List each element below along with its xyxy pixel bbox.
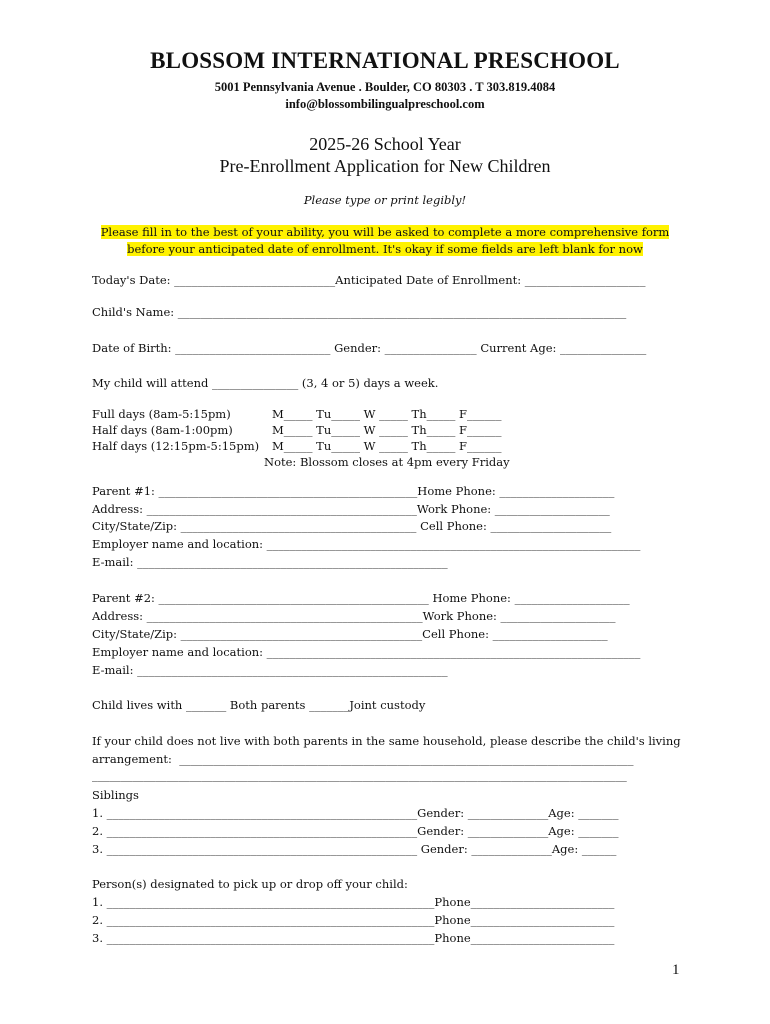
parent2-address-field[interactable]: Address: ________________________________________________Work Phone: ____________________ <box>92 609 616 623</box>
schedule-days-half-day-am[interactable]: M_____ Tu_____ W _____ Th_____ F______ <box>272 423 502 437</box>
siblings-heading: Siblings <box>92 788 139 802</box>
pickup-person-2-field[interactable]: 2. _________________________________________________________Phone_________________________ <box>92 913 615 927</box>
school-address: 5001 Pennsylvania Avenue . Boulder, CO 80303 . T 303.819.4084 <box>214 80 556 94</box>
parent2-city-field[interactable]: City/State/Zip: __________________________________________Cell Phone: ____________________ <box>92 627 608 641</box>
childs-name-field[interactable]: Child's Name: ______________________________________________________________________________ <box>92 305 627 319</box>
date-of-birth-field[interactable]: Date of Birth: ___________________________ Gender: ________________ Current Age: _______________ <box>92 341 647 355</box>
form-title: Pre-Enrollment Application for New Children <box>219 156 551 176</box>
pickup-person-3-field[interactable]: 3. _________________________________________________________Phone_________________________ <box>92 931 615 945</box>
schedule-days-full-day[interactable]: M_____ Tu_____ W _____ Th_____ F______ <box>272 407 502 421</box>
school-email: info@blossombilingualpreschool.com <box>285 97 485 111</box>
sibling-3-field[interactable]: 3. ______________________________________________________ Gender: ______________Age: ______ <box>92 842 617 856</box>
living-arrangement-field[interactable]: arrangement: _______________________________________________________________________________ <box>92 752 634 766</box>
parent1-address-field[interactable]: Address: _______________________________________________Work Phone: ____________________ <box>92 502 610 516</box>
parent1-name-field[interactable]: Parent #1: _____________________________________________Home Phone: ____________________ <box>92 484 615 498</box>
todays-date-field[interactable]: Today's Date: ____________________________Anticipated Date of Enrollment: _____________________ <box>92 273 646 287</box>
pickup-heading: Person(s) designated to pick up or drop off your child: <box>92 877 408 891</box>
parent2-name-field[interactable]: Parent #2: _______________________________________________ Home Phone: ____________________ <box>92 591 630 605</box>
school-year-title: 2025-26 School Year <box>309 134 461 154</box>
living-arrangement-field-2[interactable]: _____________________________________________________________________________________________ <box>92 768 627 782</box>
parent2-email-field[interactable]: E-mail: ______________________________________________________ <box>92 663 448 677</box>
parent1-employer-field[interactable]: Employer name and location: _________________________________________________________________ <box>92 537 641 551</box>
school-name: BLOSSOM INTERNATIONAL PRESCHOOL <box>150 48 620 73</box>
sibling-2-field[interactable]: 2. ______________________________________________________Gender: ______________Age: _______ <box>92 824 619 838</box>
schedule-label-half-day-pm: Half days (12:15pm-5:15pm) <box>92 439 260 453</box>
page-number: 1 <box>672 962 680 978</box>
days-per-week-field[interactable]: My child will attend _______________ (3, 4 or 5) days a week. <box>92 376 439 390</box>
custody-field[interactable]: Child lives with _______ Both parents _______Joint custody <box>92 698 426 712</box>
schedule-label-half-day-am: Half days (8am-1:00pm) <box>92 423 233 437</box>
living-arrangement-prompt: If your child does not live with both parents in the same household, please describe the child's living <box>92 734 681 748</box>
legibility-instruction: Please type or print legibly! <box>303 193 467 207</box>
notice-line-2: before your anticipated date of enrollment. It's okay if some fields are left blank for now <box>127 242 643 256</box>
parent1-email-field[interactable]: E-mail: ______________________________________________________ <box>92 555 448 569</box>
parent1-city-field[interactable]: City/State/Zip: _________________________________________ Cell Phone: _____________________ <box>92 519 612 533</box>
schedule-days-half-day-pm[interactable]: M_____ Tu_____ W _____ Th_____ F______ <box>272 439 502 453</box>
parent2-employer-field[interactable]: Employer name and location: _________________________________________________________________ <box>92 645 641 659</box>
notice-line-1: Please fill in to the best of your ability, you will be asked to complete a more comprehensive form <box>100 225 670 239</box>
schedule-label-full-day: Full days (8am-5:15pm) <box>92 407 231 421</box>
pickup-person-1-field[interactable]: 1. _________________________________________________________Phone_________________________ <box>92 895 615 909</box>
sibling-1-field[interactable]: 1. ______________________________________________________Gender: ______________Age: _______ <box>92 806 619 820</box>
highlighted-notice <box>90 224 680 258</box>
friday-closing-note: Note: Blossom closes at 4pm every Friday <box>264 455 510 469</box>
